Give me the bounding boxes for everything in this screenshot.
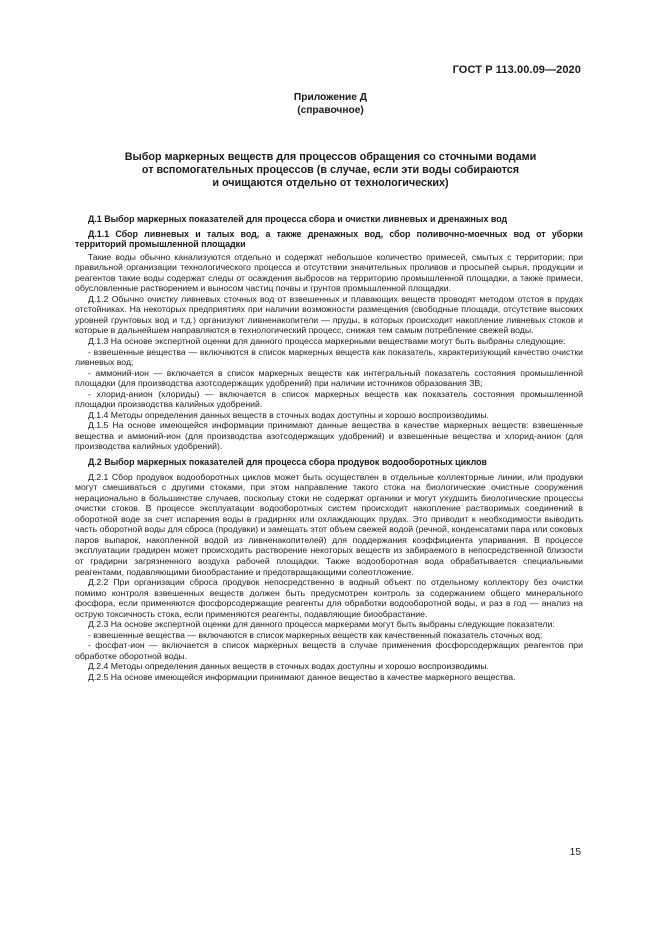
- paragraph-d2-4: Д.2.4 Методы определения данных веществ в сточных водах доступны и хорошо воспроизводимы.: [88, 661, 489, 672]
- list-item: - хлорид-анион (хлориды) — включается в список маркерных веществ как показатель состояния промышленной площадки производства калийных удобрений.: [75, 388, 583, 410]
- subsection-heading-d1-1: Д.1.1 Сбор ливневых и талых вод, а также дренажных вод, сбор поливочно-моечных вод от уборки территорий промышленной площадки: [75, 228, 583, 250]
- list-item: - фосфат-ион — включается в список маркерных веществ в случае применения фосфорсодержащих реагентов при обработке оборотной воды.: [75, 640, 583, 661]
- paragraph: Такие воды обычно канализуются отдельно и содержат небольшое количество примесей, смытых с территории; при правильной организации технологического процесса и отсутствии значительных проливов и просыпей сырья, продукции и реагентов такие воды содержат следы от осаждения выбросов на территорию промышленной площадки, а также примеси, обусловленные растворением и выносом частиц почвы и грунтов промышленной площадки.: [75, 251, 583, 294]
- appendix-title: Приложение Д: [293, 92, 368, 103]
- appendix-subtitle: (справочное): [297, 104, 364, 116]
- list-item: - взвешенные вещества — включаются в список маркерных веществ как качественный показатель сточных вод;: [88, 629, 543, 640]
- paragraph-d2-1: Д.2.1 Сбор продувок водооборотных циклов может быть осуществлен в отдельные коллекторные линии, или продувки могут смешиваться с другими стоками, при этом направление такого стока на биологические очистные сооружения нерационально в большинстве случаев, поскольку стоки не содержат органики и могут ухудшить биологические процессы очистки стоков. В процессе эксплуатации водооборотных систем происходит накопление растворимых соединений в оборотной воде за счет испарения воды в градирнях или охлаждающих прудах. Это приводит к необходимости выводить часть оборотной воды для сброса (продувки) и замещать этот объем свежей водой (речной, конденсатами пара или соковых паров выпарок, накопленной водой из ливненакопителей) для поддержания коэффициента упаривания. В процессе эксплуатации градирен может происходить растворение некоторых веществ из забираемого в непосредственной близости от градирни загрязненного воздуха рабочей площадки. Также водооборотная вода обрабатывается специальными реагентами, подавляющими биообрастание и предотвращающими солеотложение.: [75, 471, 583, 577]
- paragraph-d1-2: Д.1.2 Обычно очистку ливневых сточных вод от взвешенных и плавающих веществ проводят методом отстоя в прудах отстойниках. На некоторых предприятиях при наличии возможности размещения (свободные площади, отсутствие высоких уровней грунтовых вод и т.д.) организуют ливненакопители — пруды, в которых происходит накопление ливневых стоков и которые в дальнейшем направляются в технологический процесс, снижая тем самым потребление свежей воды.: [75, 293, 583, 336]
- title-line: Выбор маркерных веществ для процессов обращения со сточными водами: [124, 151, 537, 163]
- title-line: от вспомогательных процессов (в случае, если эти воды собираются: [141, 164, 520, 177]
- title-line: и очищаются отдельно от технологических): [212, 177, 449, 190]
- document-body: [75, 214, 583, 683]
- standard-code: ГОСТ Р 113.00.09—2020: [452, 64, 581, 76]
- paragraph-d2-3: Д.2.3 На основе экспертной оценки для данного процесса маркерами могут быть выбраны следующие показатели:: [88, 619, 555, 630]
- list-item: - аммоний-ион — включается в список маркерных веществ как интегральный показатель состояния промышленной площадки (для производства азотсодержащих удобрений) при наличии источников образования ЗВ;: [75, 367, 583, 389]
- page-number: 15: [569, 847, 581, 858]
- list-item: - взвешенные вещества — включаются в список маркерных веществ как показатель, характеризующий качество очистки ливневых вод;: [75, 346, 583, 368]
- paragraph-d1-5: Д.1.5 На основе имеющейся информации принимают данные вещества в качестве маркерных веществ: взвешенные вещества и аммоний-ион (для производства азотсодержащих удобрений) и взвешенные вещества и хлорид-анион (для производства калийных удобрений).: [75, 420, 583, 452]
- paragraph-d1-4: Д.1.4 Методы определения данных веществ в сточных водах доступны и хорошо воспроизводимы.: [88, 409, 489, 420]
- section-heading-d1: Д.1 Выбор маркерных показателей для процесса сбора и очистки ливневых и дренажных вод: [88, 214, 508, 224]
- paragraph-d2-2: Д.2.2 При организации сброса продувок непосредственно в водный объект по отдельному коллектору без очистки помимо контроля взвешенных веществ должен быть предусмотрен контроль за содержанием общего минерального фосфора, если применяются фосфорсодержащие реагенты для обработки водооборотной воды, и раз в год — анализ на острую токсичность стока, если применяются реагенты, подавляющие биообрастание.: [75, 577, 583, 619]
- section-heading-d2: Д.2 Выбор маркерных показателей для процесса сбора продувок водооборотных циклов: [88, 457, 488, 468]
- appendix-heading: [0, 92, 661, 117]
- paragraph-d1-3: Д.1.3 На основе экспертной оценки для данного процесса маркерными веществами могут быть выбраны следующие:: [88, 336, 566, 347]
- paragraph-d2-5: Д.2.5 На основе имеющейся информации принимают данное вещество в качестве маркерного вещества.: [88, 671, 516, 682]
- document-title: [0, 151, 661, 191]
